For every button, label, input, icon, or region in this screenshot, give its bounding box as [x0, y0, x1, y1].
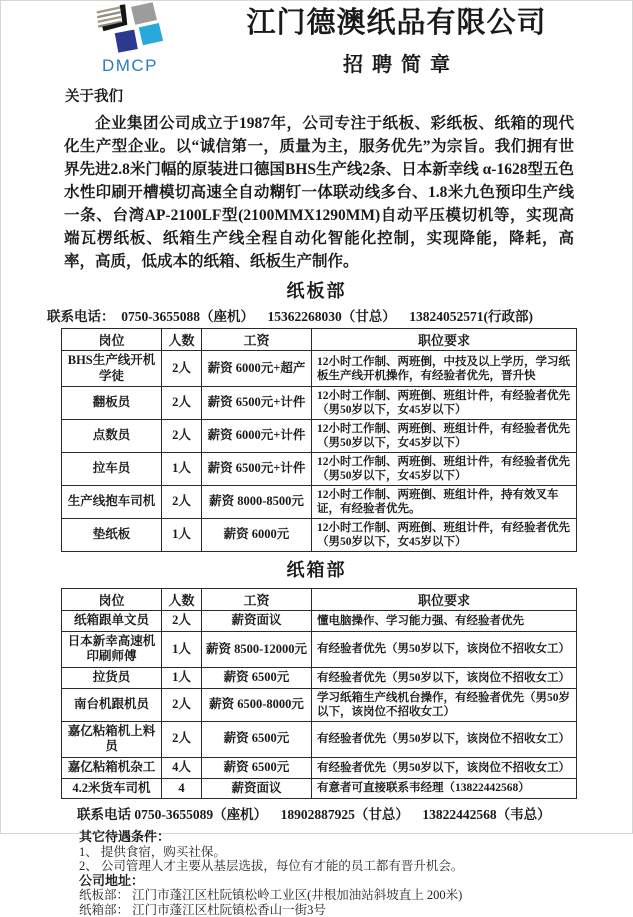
- requirement-cell: 有经验者优先（男50岁以下，该岗位不招收女工）: [312, 721, 577, 757]
- job-row: [62, 721, 577, 757]
- company-name: 江门德澳纸品有限公司: [246, 7, 547, 39]
- job-row: [62, 631, 577, 667]
- salary-cell: 薪资 6500元: [202, 668, 312, 689]
- requirement-cell: 懂电脑操作、学习能力强、有经验者优先: [312, 611, 577, 632]
- column-header-headcount: 人数: [162, 589, 202, 611]
- position-cell: 纸箱跟单文员: [62, 611, 162, 632]
- requirement-cell: 12小时工作制、两班倒、班组计件，有经验者优先（男50岁以下，女45岁以下）: [312, 387, 577, 420]
- requirement-cell: 12小时工作制、两班倒、班组计件，有经验者优先（男50岁以下，女45岁以下）: [312, 453, 577, 486]
- job-row: [62, 778, 577, 799]
- logo-text: DMCP: [101, 56, 159, 75]
- position-cell: BHS生产线开机学徒: [62, 350, 162, 386]
- footer: [79, 830, 632, 917]
- table-header-row: [62, 328, 577, 350]
- carton-jobs-table: [61, 588, 577, 799]
- benefit-item: 2、 公司管理人才主要从基层选拔，每位有才能的员工都有晋升机会。: [79, 859, 464, 874]
- recruitment-subtitle: 招聘简章: [343, 53, 459, 76]
- position-cell: 翻板员: [62, 387, 162, 420]
- column-header-salary: 工资: [202, 328, 312, 350]
- salary-cell: 薪资 6500元+计件: [202, 387, 312, 420]
- requirement-cell: 学习纸箱生产线机台操作，有经验者优先（男50岁以下，该岗位不招收女工）: [312, 688, 577, 721]
- board-contact-line: 联系电话： 0750-3655088（座机） 15362268030（甘总） 13824052571(行政部): [47, 308, 533, 324]
- headcount-cell: 2人: [162, 486, 202, 519]
- salary-cell: 薪资 6000元+计件: [202, 420, 312, 453]
- address-item: 纸板部： 江门市蓬江区杜阮镇松岭工业区(井根加油站斜坡直上 200米): [79, 888, 463, 903]
- salary-cell: 薪资 6000元: [202, 519, 312, 552]
- headcount-cell: 1人: [162, 668, 202, 689]
- job-row: [62, 668, 577, 689]
- position-cell: 4.2米货车司机: [62, 778, 162, 799]
- position-cell: 日本新幸高速机印刷师傅: [62, 631, 162, 667]
- column-header-requirements: 职位要求: [312, 589, 577, 611]
- board-jobs-table: [61, 328, 577, 552]
- paper-pinwheel-logo-icon: [90, 4, 170, 56]
- headcount-cell: 4人: [162, 757, 202, 778]
- headcount-cell: 2人: [162, 387, 202, 420]
- job-row: [62, 453, 577, 486]
- salary-cell: 薪资 8000-8500元: [202, 486, 312, 519]
- title-block: [189, 3, 632, 77]
- headcount-cell: 1人: [162, 519, 202, 552]
- column-header-position: 岗位: [62, 328, 162, 350]
- position-cell: 南台机跟机员: [62, 688, 162, 721]
- benefit-item: 1、 提供食宿，购买社保。: [79, 844, 226, 859]
- requirement-cell: 12小时工作制、两班倒、班组计件，有经验者优先（男50岁以下，女45岁以下）: [312, 519, 577, 552]
- headcount-cell: 2人: [162, 688, 202, 721]
- position-cell: 点数员: [62, 420, 162, 453]
- job-row: [62, 387, 577, 420]
- carton-dept-title: 纸箱部: [286, 560, 347, 581]
- board-dept-title: 纸板部: [286, 280, 347, 301]
- position-cell: 拉车员: [62, 453, 162, 486]
- headcount-cell: 2人: [162, 350, 202, 386]
- salary-cell: 薪资面议: [202, 611, 312, 632]
- headcount-cell: 1人: [162, 631, 202, 667]
- address-heading: 公司地址：: [79, 872, 145, 888]
- requirement-cell: 有经验者优先（男50岁以下，该岗位不招收女工）: [312, 631, 577, 667]
- job-row: [62, 688, 577, 721]
- position-cell: 嘉亿粘箱机杂工: [62, 757, 162, 778]
- salary-cell: 薪资 6000元+超产: [202, 350, 312, 386]
- salary-cell: 薪资 6500元: [202, 757, 312, 778]
- about-heading: 关于我们: [65, 88, 123, 105]
- company-logo: [71, 3, 189, 74]
- job-row: [62, 611, 577, 632]
- requirement-cell: 12小时工作制、两班倒、班组计件，有经验者优先（男50岁以下，女45岁以下）: [312, 420, 577, 453]
- requirement-cell: 有意者可直接联系韦经理（13822442568）: [312, 778, 577, 799]
- job-row: [62, 519, 577, 552]
- job-row: [62, 350, 577, 386]
- column-header-position: 岗位: [62, 589, 162, 611]
- job-row: [62, 420, 577, 453]
- requirement-cell: 有经验者优先（男50岁以下，该岗位不招收女工）: [312, 757, 577, 778]
- headcount-cell: 4: [162, 778, 202, 799]
- column-header-salary: 工资: [202, 589, 312, 611]
- salary-cell: 薪资 6500元: [202, 721, 312, 757]
- salary-cell: 薪资 6500-8000元: [202, 688, 312, 721]
- headcount-cell: 2人: [162, 721, 202, 757]
- job-row: [62, 486, 577, 519]
- benefits-heading: 其它待遇条件：: [79, 829, 171, 845]
- requirement-cell: 有经验者优先（男50岁以下，该岗位不招收女工）: [312, 668, 577, 689]
- salary-cell: 薪资面议: [202, 778, 312, 799]
- address-item: 纸箱部： 江门市蓬江区杜阮镇松香山一街3号: [79, 902, 326, 917]
- column-header-headcount: 人数: [162, 328, 202, 350]
- requirement-cell: 12小时工作制、两班倒、班组计件，持有效叉车证，有经验者优先。: [312, 486, 577, 519]
- headcount-cell: 2人: [162, 420, 202, 453]
- position-cell: 垫纸板: [62, 519, 162, 552]
- headcount-cell: 2人: [162, 611, 202, 632]
- position-cell: 拉货员: [62, 668, 162, 689]
- position-cell: 生产线抱车司机: [62, 486, 162, 519]
- about-paragraph: 企业集团公司成立于1987年，公司专注于纸板、彩纸板、纸箱的现代化生产型企业。以“诚信第一，质量为主，服务优先”为宗旨。我们拥有世界先进2.8米门幅的原装进口德国BHS生产线2条、日本新幸线 α-1628型五色水性印刷开槽模切高速全自动糊钉一体联动线多台、1.8米九色预印生产线一条、台湾AP-2100LF型(2100MMX1290MM)自动平压模切机等，实现高端瓦楞纸板、纸箱生产线全程自动化智能化控制，实现降能，降耗，高率，高质，低成本的纸箱、纸板生产制作。: [64, 114, 574, 270]
- requirement-cell: 12小时工作制、两班倒，中技及以上学历，学习纸板生产线开机操作，有经验者优先，晋升快: [312, 350, 577, 386]
- salary-cell: 薪资 6500元+计件: [202, 453, 312, 486]
- headcount-cell: 1人: [162, 453, 202, 486]
- table-header-row: [62, 589, 577, 611]
- document-header: [1, 1, 632, 77]
- position-cell: 嘉亿粘箱机上料员: [62, 721, 162, 757]
- job-row: [62, 757, 577, 778]
- column-header-requirements: 职位要求: [312, 328, 577, 350]
- carton-contact-line: 联系电话 0750-3655089（座机） 18902887925（甘总） 13822442568（韦总）: [77, 807, 551, 823]
- salary-cell: 薪资 8500-12000元: [202, 631, 312, 667]
